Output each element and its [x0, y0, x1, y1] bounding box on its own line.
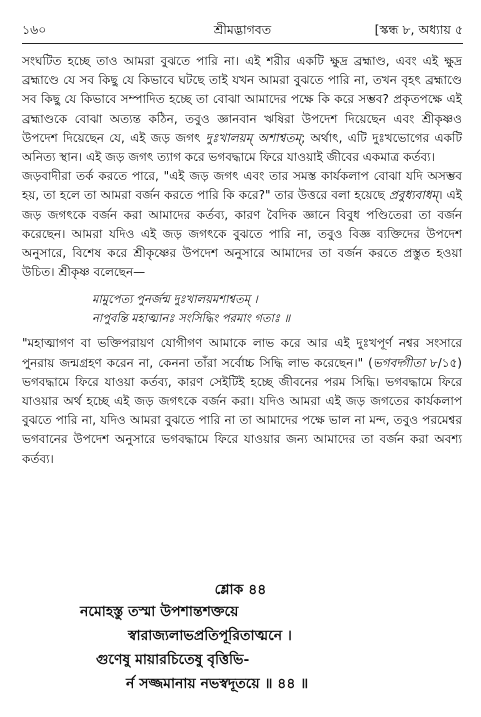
page-number: ১৬০	[22, 22, 47, 37]
quoted-verse	[92, 290, 462, 328]
page-header	[22, 18, 463, 44]
verse-line: মামুপেত্য পুনর্জন্ম দুঃখালয়মশাশ্বতম্ ।	[92, 292, 258, 307]
italic-phrase: প্রবুধ্যবাধম্	[388, 188, 439, 203]
purport-text	[22, 52, 462, 469]
header-divider	[22, 43, 463, 44]
sloka-line: স্বারাজ্যলাভপ্রতিপূরিতাত্মনে ।	[128, 628, 292, 644]
paragraph-3: "মহাত্মাগণ বা ভক্তিপরায়ণ যোগীগণ আমাকে লাভ করে আর এই দুঃখপূর্ণ নশ্বর সংসারে পুনরায় জন্মগ্রহণ করেন না, কেননা তাঁরা সর্বোচ্চ সিদ্ধি লাভ করেছেন।" (ভগবদ্গীতা ৮/১৫) ভগবদ্ধামে ফিরে যাওয়া কর্তব্য, কারণ সেইটিই হচ্ছে জীবনের পরম সিদ্ধি। ভগবদ্ধামে ফিরে যাওয়ার অর্থ হচ্ছে এই জড় জগৎকে বর্জন করা। যদিও আমরা এই জড় জগতের কার্যকলাপ বুঝতে পারি না, যদিও আমরা বুঝতে পারি না তা আমাদের পক্ষে ভাল না মন্দ, তবুও পরমেশ্বর ভগবানের উপদেশ অনুসারে ভগবদ্ধামে ফিরে যাওয়ার জন্য আমাদের তা বর্জন করা অবশ্য কর্তব্য।	[22, 336, 462, 466]
sloka-title: শ্লোক ৪৪	[214, 582, 267, 598]
chapter-reference: [স্কন্ধ ৮, অধ্যায় ৫	[374, 22, 463, 37]
sloka-line: গুণেষু মায়ারচিতেষু বৃত্তিভি-	[96, 652, 250, 668]
sloka-line: র্ন সজ্জমানায় নভস্বদূতয়ে ॥ ৪৪ ॥	[126, 676, 309, 692]
verse-line: নাপুবন্তি মহাত্মানঃ সংসিদ্ধিং পরমাং গতাঃ ॥	[92, 311, 291, 326]
paragraph-1: সংঘটিত হচ্ছে তাও আমরা বুঝতে পারি না। এই শরীর একটি ক্ষুদ্র ব্রহ্মাণ্ড, এবং এই ক্ষুদ্র ব্রহ্মাণ্ডে যে সব কিছু যে কিভাবে ঘটছে তাই যখন আমরা বুঝতে পারি না, তখন বৃহৎ ব্রহ্মাণ্ডে সব কিছু যে কিভাবে সম্পাদিত হচ্ছে তা বোঝা আমাদের পক্ষে কি করে সম্ভব? প্রকৃতপক্ষে এই ব্রহ্মাণ্ডকে বোঝা অত্যন্ত কঠিন, তবুও জ্ঞানবান ঋষিরা উপদেশ দিয়েছেন এবং শ্রীকৃষ্ণও উপদেশ দিয়েছেন যে, এই জড় জগৎ দুঃখালয়ম্ অশাশ্বতম্; অর্থাৎ, এটি দুঃখভোগের একটি অনিত্য স্থান। এই জড় জগৎ ত্যাগ করে ভগবদ্ধামে ফিরে যাওয়াই জীবের একমাত্র কর্তব্য।	[22, 54, 462, 165]
italic-phrase: দুঃখালয়ম্ অশাশ্বতম্	[205, 130, 302, 145]
book-title: শ্রীমদ্ভাগবত	[213, 22, 272, 37]
paragraph-2: জড়বাদীরা তর্ক করতে পারে, "এই জড় জগৎ এবং তার সমস্ত কার্যকলাপ বোঝা যদি অসম্ভব হয়, তা হলে তা আমরা বর্জন করতে পারি কি করে?" তার উত্তরে বলা হয়েছে প্রবুধ্যবাধম্। এই জড় জগৎকে বর্জন করা আমাদের কর্তব্য, কারণ বৈদিক জ্ঞানে বিবুধ পণ্ডিতেরা তা বর্জন করেছেন। আমরা যদিও এই জড় জগৎকে বুঝতে পারি না, তবুও বিজ্ঞ ব্যক্তিদের উপদেশ অনুসারে, বিশেষ করে শ্রীকৃষ্ণের উপদেশ অনুসারে আমাদের তা বর্জন করতে প্রস্তুত হওয়া উচিত। শ্রীকৃষ্ণ বলেছেন—	[22, 169, 462, 280]
sloka-line: নমোহস্তু তস্মা উপশান্তশক্তয়ে	[80, 604, 239, 620]
italic-phrase: ভগবদ্গীতা	[372, 355, 425, 370]
